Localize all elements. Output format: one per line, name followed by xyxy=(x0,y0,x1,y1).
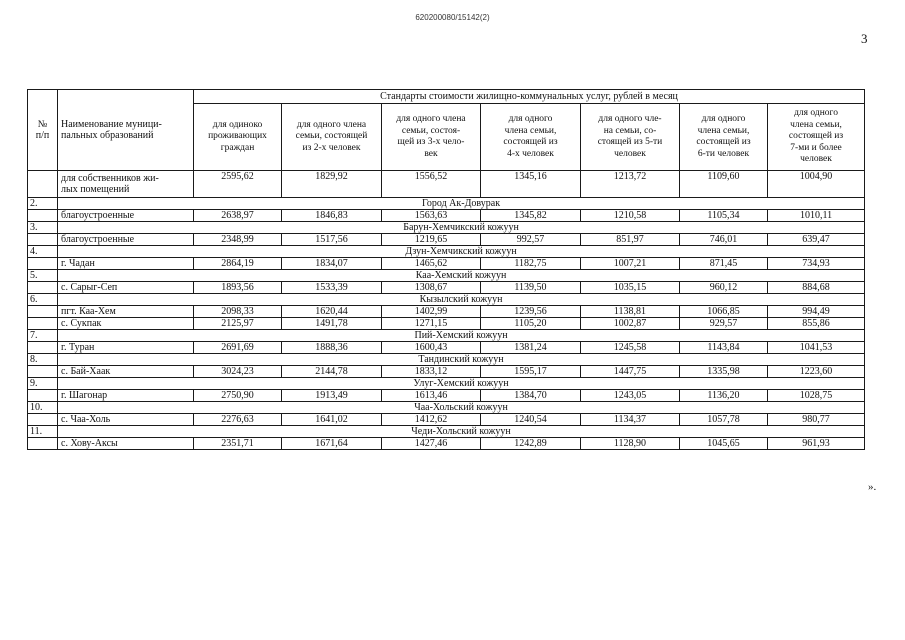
row-number-cell: 10. xyxy=(28,402,58,414)
municipality-header-row xyxy=(28,270,865,282)
row-name-cell: с. Чаа-Холь xyxy=(58,414,194,426)
value-cell: 1913,49 xyxy=(282,390,382,402)
column-header-family-5: для одного чле- на семьи, со- стоящей из 5-ти человек xyxy=(581,104,680,171)
municipality-header-row xyxy=(28,294,865,306)
municipality-title: Дзун-Хемчикский кожуун xyxy=(58,246,865,258)
table-row xyxy=(28,282,865,294)
value-cell: 1427,46 xyxy=(382,438,481,450)
value-cell: 1223,60 xyxy=(768,366,865,378)
value-cell: 929,57 xyxy=(680,318,768,330)
row-name-cell: с. Хову-Аксы xyxy=(58,438,194,450)
value-cell: 1045,65 xyxy=(680,438,768,450)
value-cell: 1004,90 xyxy=(768,171,865,198)
row-name-cell: пгт. Каа-Хем xyxy=(58,306,194,318)
municipality-title: Тандинский кожуун xyxy=(58,354,865,366)
column-header-family-6: для одного члена семьи, состоящей из 6-ти человек xyxy=(680,104,768,171)
value-cell: 1613,46 xyxy=(382,390,481,402)
value-cell: 884,68 xyxy=(768,282,865,294)
value-cell: 2351,71 xyxy=(194,438,282,450)
table-row xyxy=(28,210,865,222)
table-row xyxy=(28,390,865,402)
value-cell: 2276,63 xyxy=(194,414,282,426)
value-cell: 1245,58 xyxy=(581,342,680,354)
value-cell: 1447,75 xyxy=(581,366,680,378)
municipality-header-row xyxy=(28,330,865,342)
municipality-header-row xyxy=(28,378,865,390)
value-cell: 1271,15 xyxy=(382,318,481,330)
row-name-cell: г. Шагонар xyxy=(58,390,194,402)
value-cell: 1833,12 xyxy=(382,366,481,378)
value-cell: 1182,75 xyxy=(481,258,581,270)
municipality-title: Пий-Хемский кожуун xyxy=(58,330,865,342)
row-number-cell: 9. xyxy=(28,378,58,390)
column-header-number: № п/п xyxy=(28,90,58,171)
value-cell: 1384,70 xyxy=(481,390,581,402)
value-cell: 992,57 xyxy=(481,234,581,246)
page-number: 3 xyxy=(861,31,868,46)
row-name-cell: г. Туран xyxy=(58,342,194,354)
value-cell: 1007,21 xyxy=(581,258,680,270)
value-cell: 1381,24 xyxy=(481,342,581,354)
value-cell: 1834,07 xyxy=(282,258,382,270)
table-row xyxy=(28,171,865,198)
value-cell: 1143,84 xyxy=(680,342,768,354)
value-cell: 1556,52 xyxy=(382,171,481,198)
value-cell: 1402,99 xyxy=(382,306,481,318)
table-row xyxy=(28,234,865,246)
table-row xyxy=(28,306,865,318)
value-cell: 1240,54 xyxy=(481,414,581,426)
value-cell: 1465,62 xyxy=(382,258,481,270)
value-cell: 2098,33 xyxy=(194,306,282,318)
value-cell: 1893,56 xyxy=(194,282,282,294)
row-number-cell xyxy=(28,366,58,378)
column-header-single: для одиноко проживающих граждан xyxy=(194,104,282,171)
value-cell: 1010,11 xyxy=(768,210,865,222)
row-number-cell xyxy=(28,234,58,246)
value-cell: 961,93 xyxy=(768,438,865,450)
row-number-cell xyxy=(28,171,58,198)
municipality-title: Чеди-Хольский кожуун xyxy=(58,426,865,438)
row-number-cell: 6. xyxy=(28,294,58,306)
value-cell: 1028,75 xyxy=(768,390,865,402)
value-cell: 980,77 xyxy=(768,414,865,426)
row-number-cell xyxy=(28,414,58,426)
row-number-cell: 11. xyxy=(28,426,58,438)
municipality-header-row xyxy=(28,426,865,438)
row-name-cell: с. Сарыг-Сеп xyxy=(58,282,194,294)
row-number-cell: 3. xyxy=(28,222,58,234)
municipality-header-row xyxy=(28,198,865,210)
row-number-cell xyxy=(28,210,58,222)
value-cell: 1105,20 xyxy=(481,318,581,330)
value-cell: 1533,39 xyxy=(282,282,382,294)
value-cell: 871,45 xyxy=(680,258,768,270)
value-cell: 1242,89 xyxy=(481,438,581,450)
row-number-cell xyxy=(28,342,58,354)
value-cell: 1002,87 xyxy=(581,318,680,330)
value-cell: 1128,90 xyxy=(581,438,680,450)
municipality-title: Барун-Хемчикский кожуун xyxy=(58,222,865,234)
value-cell: 2750,90 xyxy=(194,390,282,402)
row-number-cell: 2. xyxy=(28,198,58,210)
row-name-cell: благоустроенные xyxy=(58,234,194,246)
municipality-header-row xyxy=(28,246,865,258)
municipality-title: Чаа-Хольский кожуун xyxy=(58,402,865,414)
value-cell: 2638,97 xyxy=(194,210,282,222)
row-number-cell: 4. xyxy=(28,246,58,258)
value-cell: 1641,02 xyxy=(282,414,382,426)
value-cell: 1595,17 xyxy=(481,366,581,378)
document-id: 620200080/15142(2) xyxy=(415,13,490,22)
value-cell: 1105,34 xyxy=(680,210,768,222)
table-row xyxy=(28,258,865,270)
value-cell: 1139,50 xyxy=(481,282,581,294)
value-cell: 1239,56 xyxy=(481,306,581,318)
value-cell: 1491,78 xyxy=(282,318,382,330)
value-cell: 1066,85 xyxy=(680,306,768,318)
value-cell: 1620,44 xyxy=(282,306,382,318)
value-cell: 1243,05 xyxy=(581,390,680,402)
value-cell: 1335,98 xyxy=(680,366,768,378)
municipality-title: Город Ак-Довурак xyxy=(58,198,865,210)
municipality-header-row xyxy=(28,222,865,234)
row-number-cell: 5. xyxy=(28,270,58,282)
row-number-cell xyxy=(28,318,58,330)
column-header-family-7plus: для одного члена семьи, состоящей из 7-ми и более человек xyxy=(768,104,865,171)
closing-quote-mark: ». xyxy=(868,481,877,493)
row-name-cell: г. Чадан xyxy=(58,258,194,270)
value-cell: 2125,97 xyxy=(194,318,282,330)
value-cell: 1517,56 xyxy=(282,234,382,246)
value-cell: 639,47 xyxy=(768,234,865,246)
row-number-cell: 8. xyxy=(28,354,58,366)
value-cell: 1210,58 xyxy=(581,210,680,222)
value-cell: 1829,92 xyxy=(282,171,382,198)
value-cell: 1134,37 xyxy=(581,414,680,426)
row-number-cell xyxy=(28,438,58,450)
row-name-cell: с. Бай-Хаак xyxy=(58,366,194,378)
value-cell: 1136,20 xyxy=(680,390,768,402)
cost-standards-table xyxy=(27,89,865,450)
municipality-title: Кызылский кожуун xyxy=(58,294,865,306)
row-number-cell: 7. xyxy=(28,330,58,342)
column-header-family-2: для одного члена семьи, состоящей из 2-х человек xyxy=(282,104,382,171)
value-cell: 746,01 xyxy=(680,234,768,246)
row-number-cell xyxy=(28,390,58,402)
table-row xyxy=(28,438,865,450)
municipality-title: Каа-Хемский кожуун xyxy=(58,270,865,282)
value-cell: 1035,15 xyxy=(581,282,680,294)
municipality-title: Улуг-Хемский кожуун xyxy=(58,378,865,390)
value-cell: 1345,16 xyxy=(481,171,581,198)
municipality-header-row xyxy=(28,402,865,414)
value-cell: 734,93 xyxy=(768,258,865,270)
value-cell: 1345,82 xyxy=(481,210,581,222)
value-cell: 1308,67 xyxy=(382,282,481,294)
row-name-cell: благоустроенные xyxy=(58,210,194,222)
column-header-municipality: Наименование муници- пальных образований xyxy=(58,90,194,171)
value-cell: 1057,78 xyxy=(680,414,768,426)
value-cell: 2864,19 xyxy=(194,258,282,270)
column-header-family-3: для одного члена семьи, состоя- щей из 3-х чело- век xyxy=(382,104,481,171)
value-cell: 1109,60 xyxy=(680,171,768,198)
value-cell: 1138,81 xyxy=(581,306,680,318)
value-cell: 1600,43 xyxy=(382,342,481,354)
value-cell: 855,86 xyxy=(768,318,865,330)
table-row xyxy=(28,414,865,426)
value-cell: 1041,53 xyxy=(768,342,865,354)
value-cell: 2348,99 xyxy=(194,234,282,246)
value-cell: 1671,64 xyxy=(282,438,382,450)
table-row xyxy=(28,366,865,378)
value-cell: 3024,23 xyxy=(194,366,282,378)
value-cell: 1563,63 xyxy=(382,210,481,222)
row-name-cell: с. Сукпак xyxy=(58,318,194,330)
value-cell: 1846,83 xyxy=(282,210,382,222)
value-cell: 2691,69 xyxy=(194,342,282,354)
value-cell: 1412,62 xyxy=(382,414,481,426)
value-cell: 960,12 xyxy=(680,282,768,294)
value-cell: 2595,62 xyxy=(194,171,282,198)
value-cell: 1219,65 xyxy=(382,234,481,246)
row-number-cell xyxy=(28,282,58,294)
column-group-header: Стандарты стоимости жилищно-коммунальных услуг, рублей в месяц xyxy=(194,90,865,104)
row-number-cell xyxy=(28,306,58,318)
value-cell: 2144,78 xyxy=(282,366,382,378)
row-number-cell xyxy=(28,258,58,270)
column-header-family-4: для одного члена семьи, состоящей из 4-х человек xyxy=(481,104,581,171)
value-cell: 1888,36 xyxy=(282,342,382,354)
value-cell: 994,49 xyxy=(768,306,865,318)
municipality-header-row xyxy=(28,354,865,366)
value-cell: 851,97 xyxy=(581,234,680,246)
value-cell: 1213,72 xyxy=(581,171,680,198)
table-row xyxy=(28,342,865,354)
table-row xyxy=(28,318,865,330)
row-name-cell: для собственников жи- лых помещений xyxy=(58,171,194,198)
